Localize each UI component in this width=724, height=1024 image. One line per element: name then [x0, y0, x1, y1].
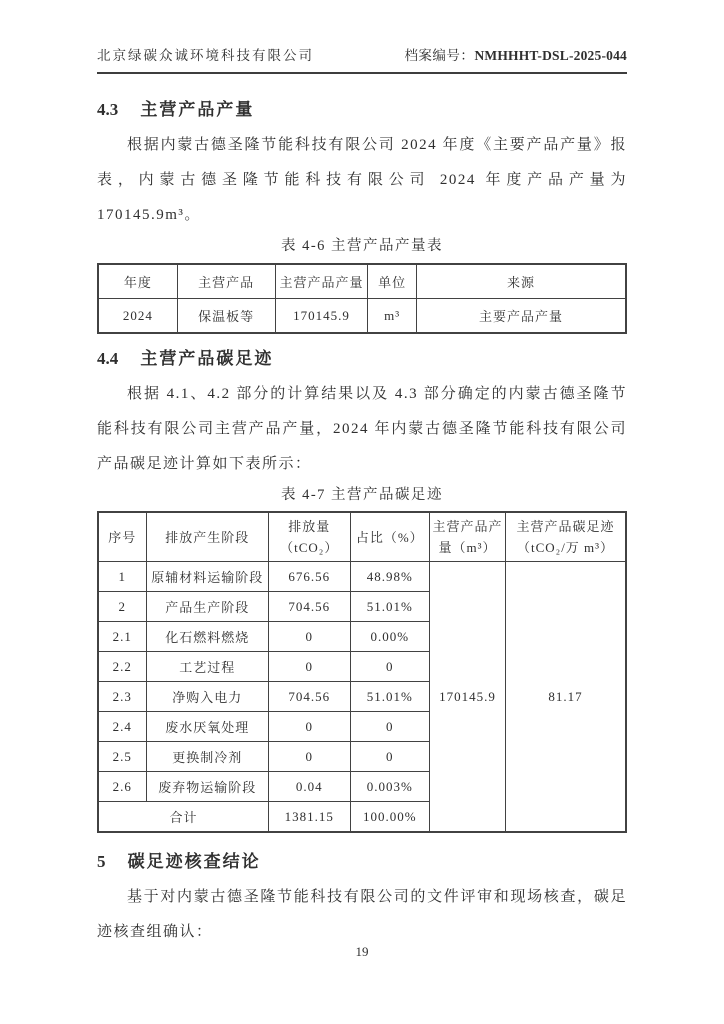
cell-emission: 0: [268, 742, 350, 772]
cell-production-volume: 170145.9: [430, 562, 506, 833]
header-line: （tCO₂）: [280, 540, 339, 555]
cell-share: 0: [350, 712, 430, 742]
header-line: 序号: [108, 529, 137, 545]
cell-total-emission: 1381.15: [268, 802, 350, 833]
section-title-4-3: 主营产品产量: [140, 100, 255, 119]
header-line: （tCO₂/万 m³）: [516, 540, 615, 555]
archive-number: [404, 44, 627, 64]
section-number-4-4: 4.4: [97, 349, 119, 368]
cell-emission: 704.56: [268, 682, 350, 712]
cell-source: 主要产品产量: [416, 299, 626, 334]
table-row: [98, 562, 626, 592]
cell-index: 2.3: [98, 682, 146, 712]
table-header-row: [98, 512, 626, 562]
header-line: 主营产品碳足迹: [516, 519, 615, 534]
section-title-4-4: 主营产品碳足迹: [140, 349, 274, 368]
product-output-table: [97, 263, 627, 334]
section-heading-5: [97, 850, 627, 874]
cell-stage: 工艺过程: [146, 652, 268, 682]
cell-stage: 化石燃料燃烧: [146, 622, 268, 652]
cell-unit: m³: [368, 299, 417, 334]
section-number-5: 5: [97, 852, 106, 871]
cell-emission: 676.56: [268, 562, 350, 592]
cell-index: 2.6: [98, 772, 146, 802]
cell-emission: 704.56: [268, 592, 350, 622]
col-header-production: [430, 512, 506, 562]
table-4-7-caption: 表 4-7 主营产品碳足迹: [280, 487, 444, 503]
archive-number-value: NMHHHT-DSL-2025-044: [474, 48, 627, 63]
section-heading-4-3: [97, 98, 627, 122]
col-header-year: 年度: [98, 264, 177, 299]
table-4-6-caption: 表 4-6 主营产品产量表: [280, 238, 444, 254]
section-heading-4-4: [97, 347, 627, 371]
carbon-footprint-table: [97, 511, 627, 833]
col-header-footprint: [506, 512, 626, 562]
table-row: [98, 299, 626, 334]
col-header-unit: 单位: [368, 264, 417, 299]
cell-emission: 0: [268, 652, 350, 682]
cell-stage: 产品生产阶段: [146, 592, 268, 622]
table-header-row: [98, 264, 626, 299]
cell-index: 2.4: [98, 712, 146, 742]
cell-emission: 0: [268, 622, 350, 652]
cell-product: 保温板等: [177, 299, 275, 334]
archive-label: 档案编号：: [404, 48, 475, 63]
cell-index: 2: [98, 592, 146, 622]
cell-total-share: 100.00%: [350, 802, 430, 833]
cell-year: 2024: [98, 299, 177, 334]
section-5-paragraph: 基于对内蒙古德圣隆节能科技有限公司的文件评审和现场核查，碳足迹核查组确认：: [97, 889, 627, 940]
cell-share: 0.003%: [350, 772, 430, 802]
section-title-5: 碳足迹核查结论: [127, 852, 261, 871]
cell-share: 51.01%: [350, 682, 430, 712]
col-header-product: 主营产品: [177, 264, 275, 299]
page-header: [97, 44, 627, 74]
cell-share: 0: [350, 652, 430, 682]
page-number: 19: [355, 944, 369, 959]
section-number-4-3: 4.3: [97, 100, 119, 119]
section-4-4-paragraph: 根据 4.1、4.2 部分的计算结果以及 4.3 部分确定的内蒙古德圣隆节能科技有限公司主营产品产量，2024 年内蒙古德圣隆节能科技有限公司产品碳足迹计算如下表所示：: [97, 386, 627, 472]
cell-index: 2.1: [98, 622, 146, 652]
col-header-output: 主营产品产量: [275, 264, 368, 299]
col-header-stage: [146, 512, 268, 562]
cell-index: 1: [98, 562, 146, 592]
header-line: 量（m³）: [438, 540, 497, 555]
cell-share: 0: [350, 742, 430, 772]
cell-index: 2.5: [98, 742, 146, 772]
cell-stage: 废水厌氧处理: [146, 712, 268, 742]
cell-output: 170145.9: [275, 299, 368, 334]
col-header-share: [350, 512, 430, 562]
header-line: 主营产品产: [432, 519, 503, 534]
header-line: 排放量: [288, 519, 331, 534]
header-line: 占比（%）: [355, 529, 424, 545]
cell-stage: 净购入电力: [146, 682, 268, 712]
cell-share: 51.01%: [350, 592, 430, 622]
cell-stage: 废弃物运输阶段: [146, 772, 268, 802]
col-header-index: [98, 512, 146, 562]
cell-carbon-footprint: 81.17: [506, 562, 626, 833]
header-line: 排放产生阶段: [165, 529, 250, 545]
cell-emission: 0: [268, 712, 350, 742]
cell-index: 2.2: [98, 652, 146, 682]
cell-total-label: 合计: [98, 802, 268, 833]
cell-share: 48.98%: [350, 562, 430, 592]
cell-share: 0.00%: [350, 622, 430, 652]
col-header-emission: [268, 512, 350, 562]
cell-emission: 0.04: [268, 772, 350, 802]
cell-stage: 更换制冷剂: [146, 742, 268, 772]
cell-stage: 原辅材料运输阶段: [146, 562, 268, 592]
col-header-source: 来源: [416, 264, 626, 299]
company-name: 北京绿碳众诚环境科技有限公司: [97, 48, 314, 63]
section-4-3-paragraph: 根据内蒙古德圣隆节能科技有限公司 2024 年度《主要产品产量》报表，内蒙古德圣隆节能科技有限公司 2024 年度产品产量为 170145.9m³。: [97, 137, 627, 223]
